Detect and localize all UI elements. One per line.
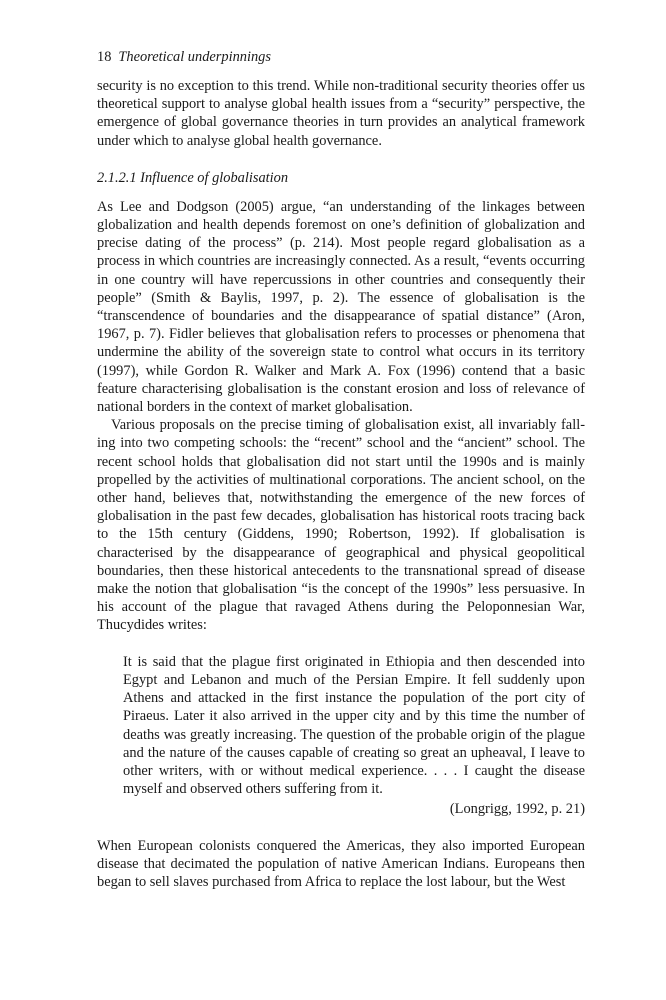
book-page: [97, 48, 585, 891]
page-number: 18: [97, 49, 112, 65]
intro-paragraph: security is no exception to this trend. While non-traditional security theories offer us theoretical support to analyse global health issues from a “security” perspective, the emergence of global governance theories in turn provides an analytical framework under which to analyse global health governance.: [97, 78, 585, 149]
body-paragraph-3: When European colonists conquered the Americas, they also imported European disease that decimated the population of native American Indians. Europeans then began to sell slaves purchased from Africa to replace the lost labour, but the West: [97, 837, 585, 890]
running-title: Theoretical underpinnings: [118, 49, 271, 65]
section-heading: 2.1.2.1 Influence of globalisation: [97, 169, 289, 186]
block-quote: [123, 653, 585, 819]
block-quote-text: It is said that the plague first originated in Ethiopia and then descended into Egypt and Lebanon and much of the Persian Empire. It fell suddenly upon Athens and attacked in the first instance the population of the port city of Piraeus. Later it also arrived in the upper city and by this time the number of deaths was greatly increasing. The question of the probable origin of the plague and the nature of the causes capable of creating so great an upheaval, I leave to other writers, with or without medical experience. . . . I caught the disease myself and observed others suffering from it.: [123, 653, 585, 798]
body-paragraph-2: Various proposals on the precise timing of globalisation exist, all invariably falling into two competing schools: the “recent” school and the “ancient” school. The recent school holds that globalisation did not start until the 1990s and is mainly propelled by the activities of multinational corporations. The ancient school, on the other hand, believes that, notwithstanding the emergence of the new forces of globalisation in the past few decades, globalisation has historical roots tracing back to the 15th century (Giddens, 1990; Robertson, 1992). If globalisation is characterised by the disappearance of geographical and physical geopolitical boundaries, then these historical antecedents to the transnational spread of disease make the notion that globalisation “is the concept of the 1990s” less persuasive. In his account of the plague that ravaged Athens during the Peloponnesian War, Thucydides writes:: [97, 417, 585, 634]
quote-citation: (Longrigg, 1992, p. 21): [449, 801, 585, 818]
running-header: [97, 48, 585, 66]
body-paragraph-1: As Lee and Dodgson (2005) argue, “an understanding of the linkages between globalization and health depends foremost on one’s definition of globalization and precise dating of the process” (p. 214). Most people regard globalisation as a process in which countries are increasingly connected. As a result, “events occurring in one country will have repercussions in other countries and consequently their people” (Smith & Baylis, 1997, p. 2). The essence of globalisation is the “transcendence of boundaries and the disappearance of spatial distance” (Aron, 1967, p. 7). Fidler believes that globalisation refers to processes or phenomena that undermine the ability of the sovereign state to control what occurs in its territory (1997), while Gordon R. Walker and Mark A. Fox (1996) contend that a basic feature characterising globalisation is the constant erosion and loss of relevance of national borders in the context of market globalisation.: [97, 198, 585, 416]
